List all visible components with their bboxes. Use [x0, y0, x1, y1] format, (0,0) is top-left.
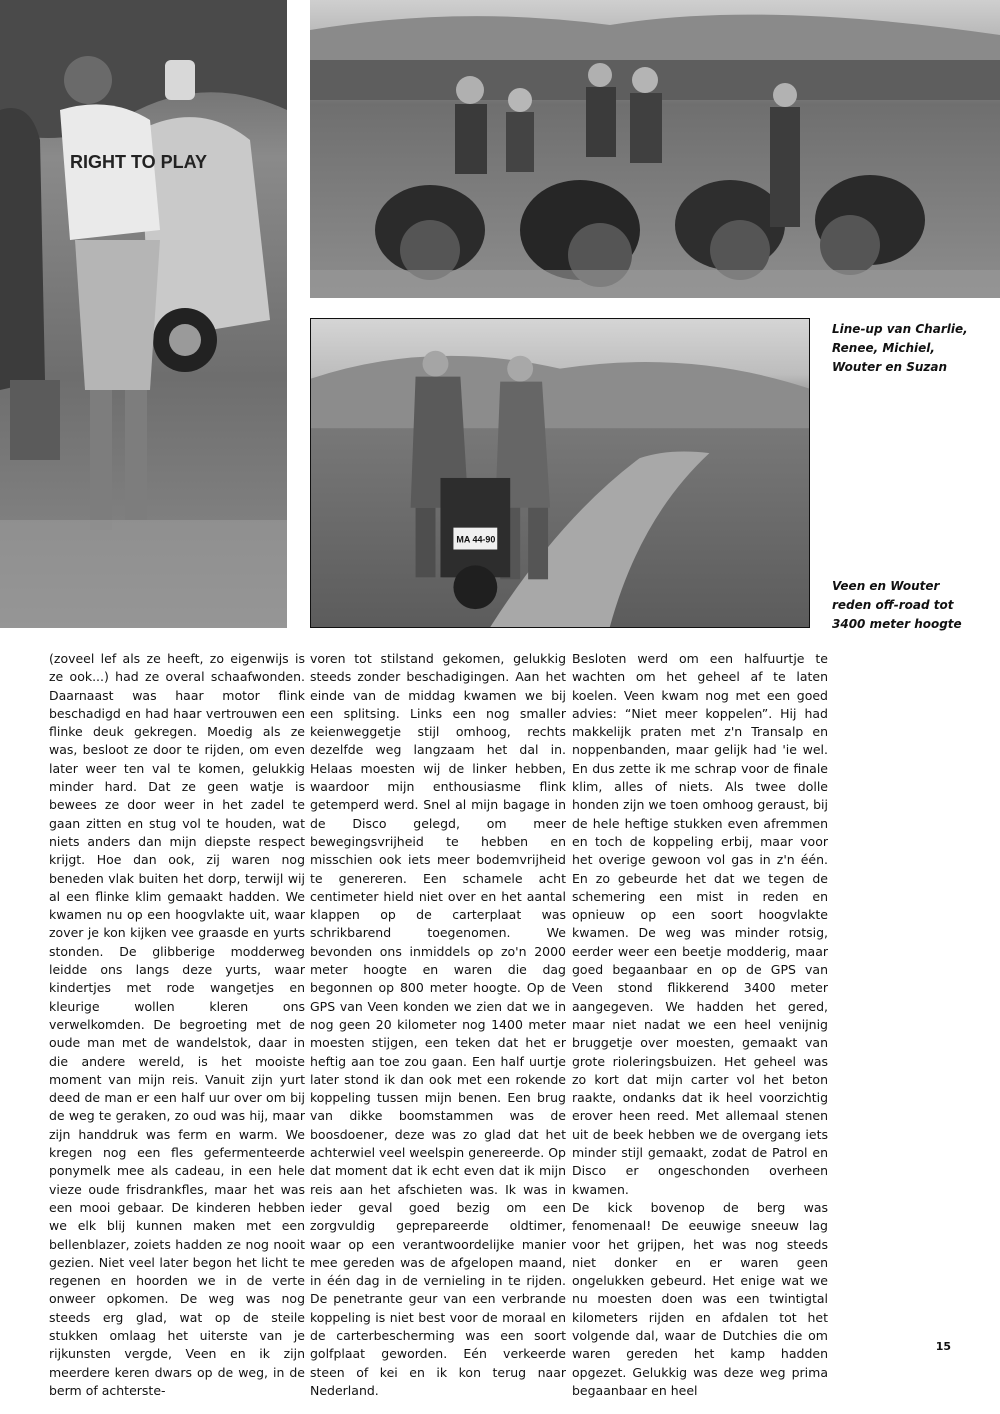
photo-offroad — [310, 318, 810, 628]
caption-offroad: Veen en Wouter reden off-road tot 3400 meter hoogte — [832, 579, 962, 631]
text-column-2 — [310, 650, 566, 1398]
photo-mechanics-image — [0, 0, 287, 628]
page-number: 15 — [935, 1340, 951, 1353]
caption-lineup: Line-up van Charlie, Renee, Michiel, Wouter en Suzan — [832, 322, 968, 374]
photo-lineup — [310, 0, 1000, 298]
photo-lineup-image — [310, 0, 1000, 298]
license-plate-text: MA 44-90 — [456, 534, 496, 545]
photo-offroad-image — [311, 319, 809, 627]
text-column-3 — [572, 650, 828, 1398]
paragraph: De kick bovenop de berg was fenomenaal! De eeuwige sneeuw lag voor het grijpen, het was nog steeds niet donker en er waren geen ongelukken gebeurd. Het enige wat we nu moesten doen was een twintigtal kilometers rijden en afdalen tot het volgende dal, waar de Dutchies die om waren gereden het kamp hadden opgezet. Gelukkig was deze weg prima begaanbaar en heel — [572, 1199, 828, 1398]
shirt-print-text: RIGHT TO PLAY — [70, 152, 208, 172]
paragraph: voren tot stilstand gekomen, gelukkig steeds zonder beschadigingen. Aan het einde van de middag kwamen we bij een splitsing. Links een nog smaller keienweggetje stijl omhoog, rechts dezelfde weg langzaam het dal in. Helaas moesten wij de linker hebben, waardoor mijn enthousiasme flink getemperd werd. Snel al mijn bagage in de Disco gelegd, om meer bewegingsvrijheid te hebben en misschien ook iets meer bodemvrijheid te genereren. Een schamele acht centimeter hield niet over en het aantal klappen op de carterplaat was schrikbarend toegenomen. We bevonden ons inmiddels op zo'n 2000 meter hoogte en waren die dag begonnen op 800 meter hoogte. Op de GPS van Veen konden we zien dat we in nog geen 20 kilometer nog 1400 meter moesten stijgen, een teken dat het er heftig aan toe zou gaan. Een half uurtje later stond ik dan ook met een rokende koppeling tussen mijn benen. Een brug van dikke boomstammen was de boosdoener, deze was zo glad dat het achterwiel veel weelspin genereerde. Op dat moment dat ik echt even dat ik mijn reis aan het afschieten was. Ik was in ieder geval goed bezig om een zorgvuldig geprepareerde oldtimer, waar op een verantwoordelijke manier mee gereden was de afgelopen maand, in één dag in de vernieling in te rijden. De penetrante geur van een verbrande koppeling is niet best voor de moraal en de carterbescherming was een soort golfplaat geworden. Eén verkeerde steen of kei en ik kon terug naar Nederland. — [310, 651, 566, 1398]
paragraph: (zoveel lef als ze heeft, zo eigenwijs is ze ook...) had ze overal schaafwonden. Daarnaast was haar motor flink beschadigd en had haar vertrouwen een flinke deuk gekregen. Moedig als ze was, besloot ze door te rijden, om even later weer ten val te komen, gelukkig minder hard. Dat ze geen watje is bewees ze door weer in het zadel te gaan zitten en stug vol te houden, wat niets anders dan mijn diepste respect krijgt. Hoe dan ook, zij waren nog beneden vlak buiten het dorp, terwijl wij al een flinke klim gemaakt hadden. We kwamen nu op een hoogvlakte uit, waar zover je kon kijken vee graasde en yurts stonden. De glibberige modderweg leidde ons langs deze yurts, waar kindertjes met rode wangetjes en kleurige wollen kleren ons verwelkomden. De begroeting met de oude man met de wandelstok, daar in die andere wereld, is het mooiste moment van mijn reis. Vanuit zijn yurt deed de man er een half uur over om bij de weg te geraken, zo oud was hij, maar zijn handdruk was ferm en warm. We kregen nog een fles gefermenteerde ponymelk mee als cadeau, in een hele vieze oude frisdrankfles, maar het was een mooi gebaar. De kinderen hebben we elk blij kunnen maken met een bellenblazer, zoiets hadden ze nog nooit gezien. Niet veel later begon het licht te regenen en hoorden we in de verte onweer opkomen. De weg was nog steeds erg glad, wat op de steile stukken omlaag het uiterste van je rijkunsten vergde, Veen en ik zijn meerdere keren dwars op de weg, in de berm of achterste- — [49, 651, 305, 1398]
text-column-1 — [49, 650, 305, 1398]
photo-mechanics — [0, 0, 287, 628]
paragraph: Besloten werd om een halfuurtje te wachten om het geheel af te laten koelen. Veen kwam nog met een goed advies: “Niet meer koppelen”. Hij had makkelijk praten met z'n Transalp en noppenbanden, maar gelijk had 'ie wel. En dus zette ik me schrap voor de finale klim, alles of niets. Als twee dolle honden zijn we toen omhoog geraust, bij de hele heftige stukken even afremmen en toch de koppeling erbij, maar voor het overige gewoon vol gas in z'n één. En zo gebeurde het dat we tegen de schemering een mist in reden en opnieuw op een soort hoogvlakte kwamen. De weg was minder rotsig, eerder weer een beetje modderig, maar goed begaanbaar en op de GPS van Veen stond flikkerend 3400 meter aangegeven. We hadden het gered, maar niet nadat we een heel venijnig bruggetje over moesten, gemaakt van grote rioleringsbuizen. Het geheel was zo kort dat mijn carter vol het beton raakte, ondanks dat ik heel voorzichtig erover heen reed. Met allemaal stenen uit de beek hebben we de overgang iets minder stijl gemaakt, zodat de Patrol en Disco er ongeschonden overheen kwamen. — [572, 651, 828, 1197]
